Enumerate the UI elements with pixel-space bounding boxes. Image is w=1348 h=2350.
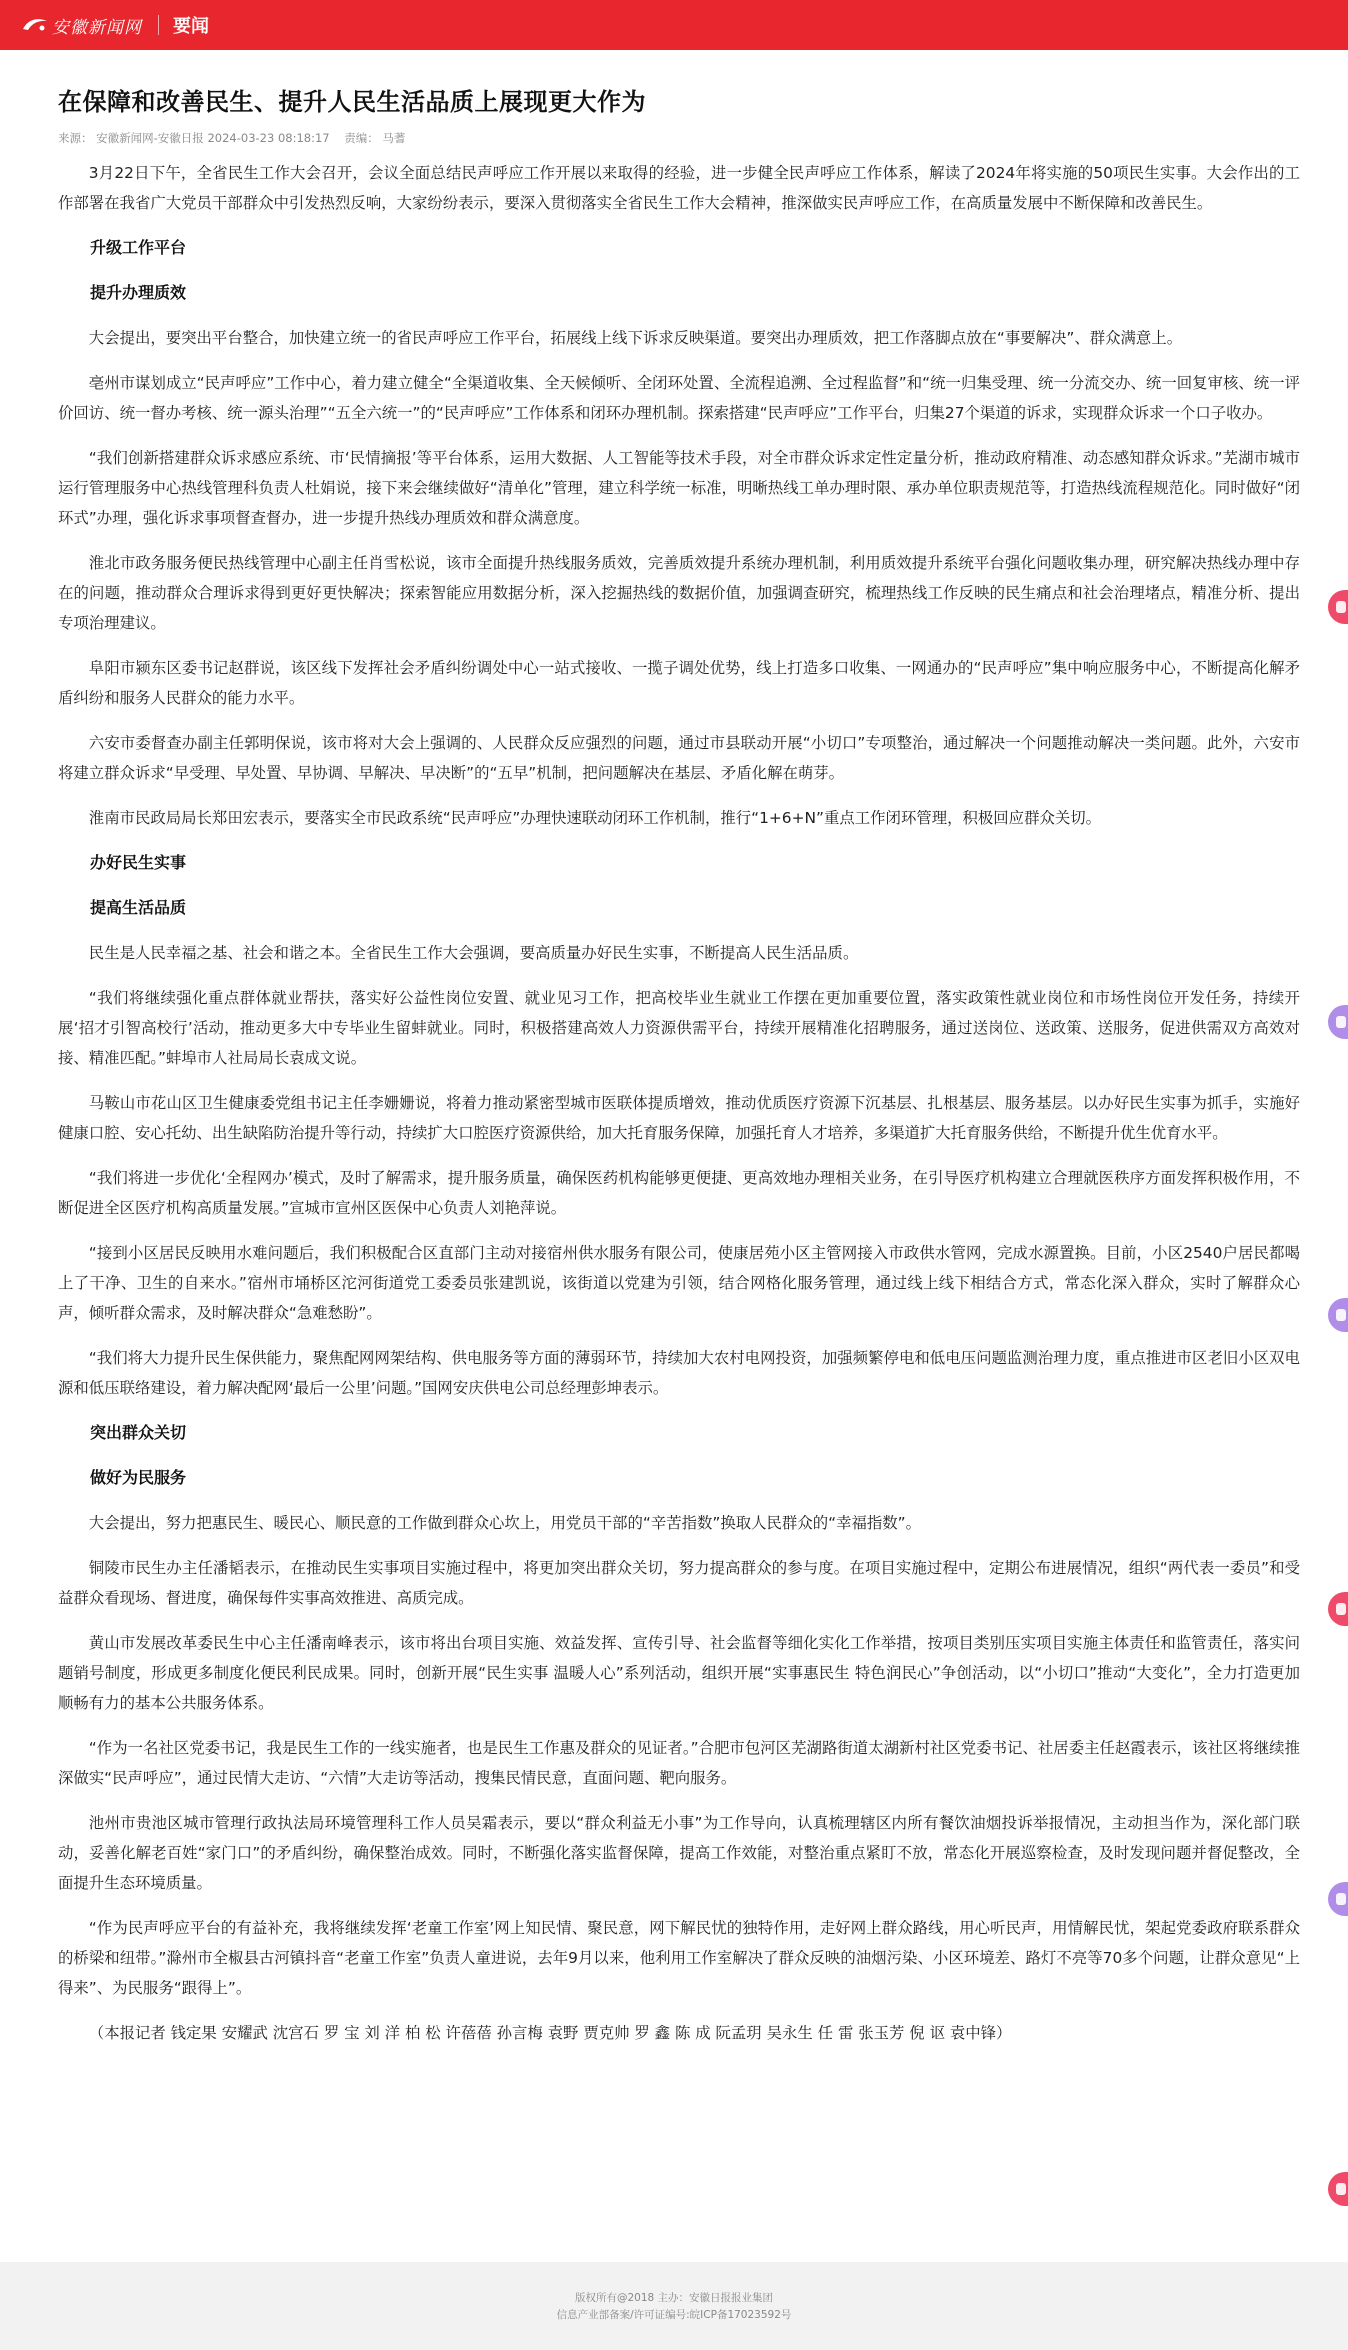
- paragraph: 大会提出，努力把惠民生、暖民心、顺民意的工作做到群众心坎上，用党员干部的“辛苦指数”换取人民群众的“幸福指数”。: [88, 1514, 922, 1532]
- share-icon: [1336, 1893, 1346, 1905]
- header-divider: [158, 15, 159, 35]
- paragraph: “我们将进一步优化‘全程网办’模式，及时了解需求，提升服务质量，确保医药机构能够更便捷、更高效地办理相关业务，在引导医疗机构建立合理就医秩序方面发挥积极作用，不断促进全区医疗机构高质量发展。”宣城市宣州区医保中心负责人刘艳萍说。: [58, 1169, 1300, 1217]
- section-heading: 提高生活品质: [90, 898, 187, 917]
- paragraph: 池州市贵池区城市管理行政执法局环境管理科工作人员吴霜表示，要以“群众利益无小事”为工作导向，认真梳理辖区内所有餐饮油烟投诉举报情况，主动担当作为，深化部门联动，妥善化解老百姓“家门口”的矛盾纠纷，确保整治成效。同时，不断强化落实监督保障，提高工作效能，对整治重点紧盯不放，常态化开展巡察检查，及时发现问题并督促整改，全面提升生态环境质量。: [58, 1814, 1300, 1892]
- paragraph: 民生是人民幸福之基、社会和谐之本。全省民生工作大会强调，要高质量办好民生实事，不断提高人民生活品质。: [88, 944, 859, 962]
- section-heading: 办好民生实事: [90, 853, 187, 872]
- paragraph: （本报记者 钱定果 安耀武 沈宫石 罗 宝 刘 洋 柏 松 许蓓蓓 孙言梅 袁野 贾克帅 罗 鑫 陈 成 阮孟玥 吴永生 任 雷 张玉芳 倪 讴 袁中锋）: [88, 2024, 1012, 2042]
- paragraph: “我们将大力提升民生保供能力，聚焦配网网架结构、供电服务等方面的薄弱环节，持续加大农村电网投资，加强频繁停电和低电压问题监测治理力度，重点推进市区老旧小区双电源和低压联络建设，着力解决配网‘最后一公里’问题。”国网安庆供电公司总经理彭坤表示。: [58, 1349, 1300, 1397]
- article-meta: [58, 130, 1300, 146]
- share-icon: [1336, 601, 1346, 613]
- paragraph: “我们将继续强化重点群体就业帮扶，落实好公益性岗位安置、就业见习工作，把高校毕业生就业工作摆在更加重要位置，落实政策性就业岗位和市场性岗位开发任务，持续开展‘招才引智高校行’活动，推动更多大中专毕业生留蚌就业。同时，积极搭建高效人力资源供需平台，持续开展精准化招聘服务，通过送岗位、送政策、送服务，促进供需双方高效对接、精准匹配。”蚌埠市人社局局长袁成文说。: [58, 989, 1300, 1067]
- footer-icp: 信息产业部备案/许可证编号:皖ICP备17023592号: [556, 2309, 792, 2321]
- paragraph: 铜陵市民生办主任潘韬表示，在推动民生实事项目实施过程中，将更加突出群众关切，努力提高群众的参与度。在项目实施过程中，定期公布进展情况，组织“两代表一委员”和受益群众看现场、督进度，确保每件实事高效推进、高质完成。: [58, 1559, 1300, 1607]
- section-heading: 突出群众关切: [90, 1423, 187, 1442]
- section-heading: 提升办理质效: [90, 283, 187, 302]
- paragraph: “接到小区居民反映用水难问题后，我们积极配合区直部门主动对接宿州供水服务有限公司，使康居苑小区主管网接入市政供水管网，完成水源置换。目前，小区2540户居民都喝上了干净、卫生的自来水。”宿州市埇桥区沱河街道党工委委员张建凯说，该街道以党建为引领，结合网格化服务管理，通过线上线下相结合方式，常态化深入群众，实时了解群众心声，倾听群众需求，及时解决群众“急难愁盼”。: [58, 1244, 1300, 1322]
- share-icon: [1336, 1016, 1346, 1028]
- paragraph: 阜阳市颍东区委书记赵群说，该区线下发挥社会矛盾纠纷调处中心一站式接收、一揽子调处优势，线上打造多口收集、一网通办的“民声呼应”集中响应服务中心，不断提高化解矛盾纠纷和服务人民群众的能力水平。: [58, 659, 1300, 707]
- section-heading: 做好为民服务: [90, 1468, 187, 1487]
- top-bar: [0, 0, 1348, 50]
- paragraph: 3月22日下午，全省民生工作大会召开，会议全面总结民声呼应工作开展以来取得的经验，进一步健全民声呼应工作体系，解读了2024年将实施的50项民生实事。大会作出的工作部署在我省广大党员干部群众中引发热烈反响，大家纷纷表示，要深入贯彻落实全省民生工作大会精神，推深做实民声呼应工作，在高质量发展中不断保障和改善民生。: [58, 164, 1300, 212]
- logo-text: 安徽新闻网: [52, 17, 142, 38]
- paragraph: “作为民声呼应平台的有益补充，我将继续发挥‘老童工作室’网上知民情、聚民意，网下解民忧的独特作用，走好网上群众路线，用心听民声，用情解民忧，架起党委政府联系群众的桥梁和纽带。”滁州市全椒县古河镇抖音“老童工作室”负责人童进说，去年9月以来，他利用工作室解决了群众反映的油烟污染、小区环境差、路灯不亮等70多个问题，让群众意见“上得来”、为民服务“跟得上”。: [58, 1919, 1300, 1997]
- side-share-tab[interactable]: [1328, 2172, 1348, 2206]
- footer-copyright: 版权所有@2018 主办：安徽日报报业集团: [574, 2292, 774, 2304]
- article: [58, 84, 1300, 2063]
- paragraph: 马鞍山市花山区卫生健康委党组书记主任李姗姗说，将着力推动紧密型城市医联体提质增效，推动优质医疗资源下沉基层、扎根基层、服务基层。以办好民生实事为抓手，实施好健康口腔、安心托幼、出生缺陷防治提升等行动，持续扩大口腔医疗资源供给，加大托育服务保障，加强托育人才培养，多渠道扩大托育服务供给，不断提升优生优育水平。: [58, 1094, 1300, 1142]
- article-title: 在保障和改善民生、提升人民生活品质上展现更大作为: [58, 88, 646, 116]
- footer: [0, 2262, 1348, 2350]
- paragraph: “作为一名社区党委书记，我是民生工作的一线实施者，也是民生工作惠及群众的见证者。”合肥市包河区芜湖路街道太湖新村社区党委书记、社居委主任赵霞表示，该社区将继续推深做实“民声呼应”，通过民情大走访、“六情”大走访等活动，搜集民情民意，直面问题、靶向服务。: [58, 1739, 1300, 1787]
- article-body: [58, 158, 1300, 2048]
- article-editor: 责编： 马蓍: [344, 131, 406, 145]
- paragraph: 大会提出，要突出平台整合，加快建立统一的省民声呼应工作平台，拓展线上线下诉求反映渠道。要突出办理质效，把工作落脚点放在“事要解决”、群众满意上。: [88, 329, 1183, 347]
- share-icon: [1336, 2183, 1346, 2195]
- share-icon: [1336, 1603, 1346, 1615]
- share-icon: [1336, 1309, 1346, 1321]
- paragraph: 亳州市谋划成立“民声呼应”工作中心，着力建立健全“全渠道收集、全天候倾听、全闭环处置、全流程追溯、全过程监督”和“统一归集受理、统一分流交办、统一回复审核、统一评价回访、统一督办考核、统一源头治理”“五全六统一”的“民声呼应”工作体系和闭环办理机制。探索搭建“民声呼应”工作平台，归集27个渠道的诉求，实现群众诉求一个口子收办。: [58, 374, 1300, 422]
- side-share-tab[interactable]: [1328, 1005, 1348, 1039]
- side-share-tab[interactable]: [1328, 1592, 1348, 1626]
- section-heading: 升级工作平台: [90, 238, 187, 257]
- paragraph: “我们创新搭建群众诉求感应系统、市‘民情摘报’等平台体系，运用大数据、人工智能等技术手段，对全市群众诉求定性定量分析，推动政府精准、动态感知群众诉求。”芜湖市城市运行管理服务中心热线管理科负责人杜娟说，接下来会继续做好“清单化”管理，建立科学统一标准，明晰热线工单办理时限、承办单位职责规范等，打造热线流程规范化。同时做好“闭环式”办理，强化诉求事项督查督办，进一步提升热线办理质效和群众满意度。: [58, 449, 1300, 527]
- logo-swoosh-icon: [22, 17, 48, 33]
- paragraph: 六安市委督查办副主任郭明保说，该市将对大会上强调的、人民群众反应强烈的问题，通过市县联动开展“小切口”专项整治，通过解决一个问题推动解决一类问题。此外，六安市将建立群众诉求“早受理、早处置、早协调、早解决、早决断”的“五早”机制，把问题解决在基层、矛盾化解在萌芽。: [58, 734, 1300, 782]
- article-source: 来源： 安徽新闻网-安徽日报 2024-03-23 08:18:17: [58, 131, 330, 145]
- paragraph: 淮北市政务服务便民热线管理中心副主任肖雪松说，该市全面提升热线服务质效，完善质效提升系统办理机制，利用质效提升系统平台强化问题收集办理，研究解决热线办理中存在的问题，推动群众合理诉求得到更好更快解决；探索智能应用数据分析，深入挖掘热线的数据价值，加强调查研究，梳理热线工作反映的民生痛点和社会治理堵点，精准分析、提出专项治理建议。: [58, 554, 1300, 632]
- section-title[interactable]: 要闻: [173, 16, 209, 37]
- paragraph: 黄山市发展改革委民生中心主任潘南峰表示，该市将出台项目实施、效益发挥、宣传引导、社会监督等细化实化工作举措，按项目类别压实项目实施主体责任和监管责任，落实问题销号制度，形成更多制度化便民利民成果。同时，创新开展“民生实事 温暖人心”系列活动，组织开展“实事惠民生 特色润民心”争创活动，以“小切口”推动“大变化”，全力打造更加顺畅有力的基本公共服务体系。: [58, 1634, 1300, 1712]
- site-logo[interactable]: [22, 13, 142, 38]
- side-share-tab[interactable]: [1328, 1882, 1348, 1916]
- side-share-tab[interactable]: [1328, 1298, 1348, 1332]
- side-share-tab[interactable]: [1328, 590, 1348, 624]
- paragraph: 淮南市民政局局长郑田宏表示，要落实全市民政系统“民声呼应”办理快速联动闭环工作机制，推行“1+6+N”重点工作闭环管理，积极回应群众关切。: [88, 809, 1102, 827]
